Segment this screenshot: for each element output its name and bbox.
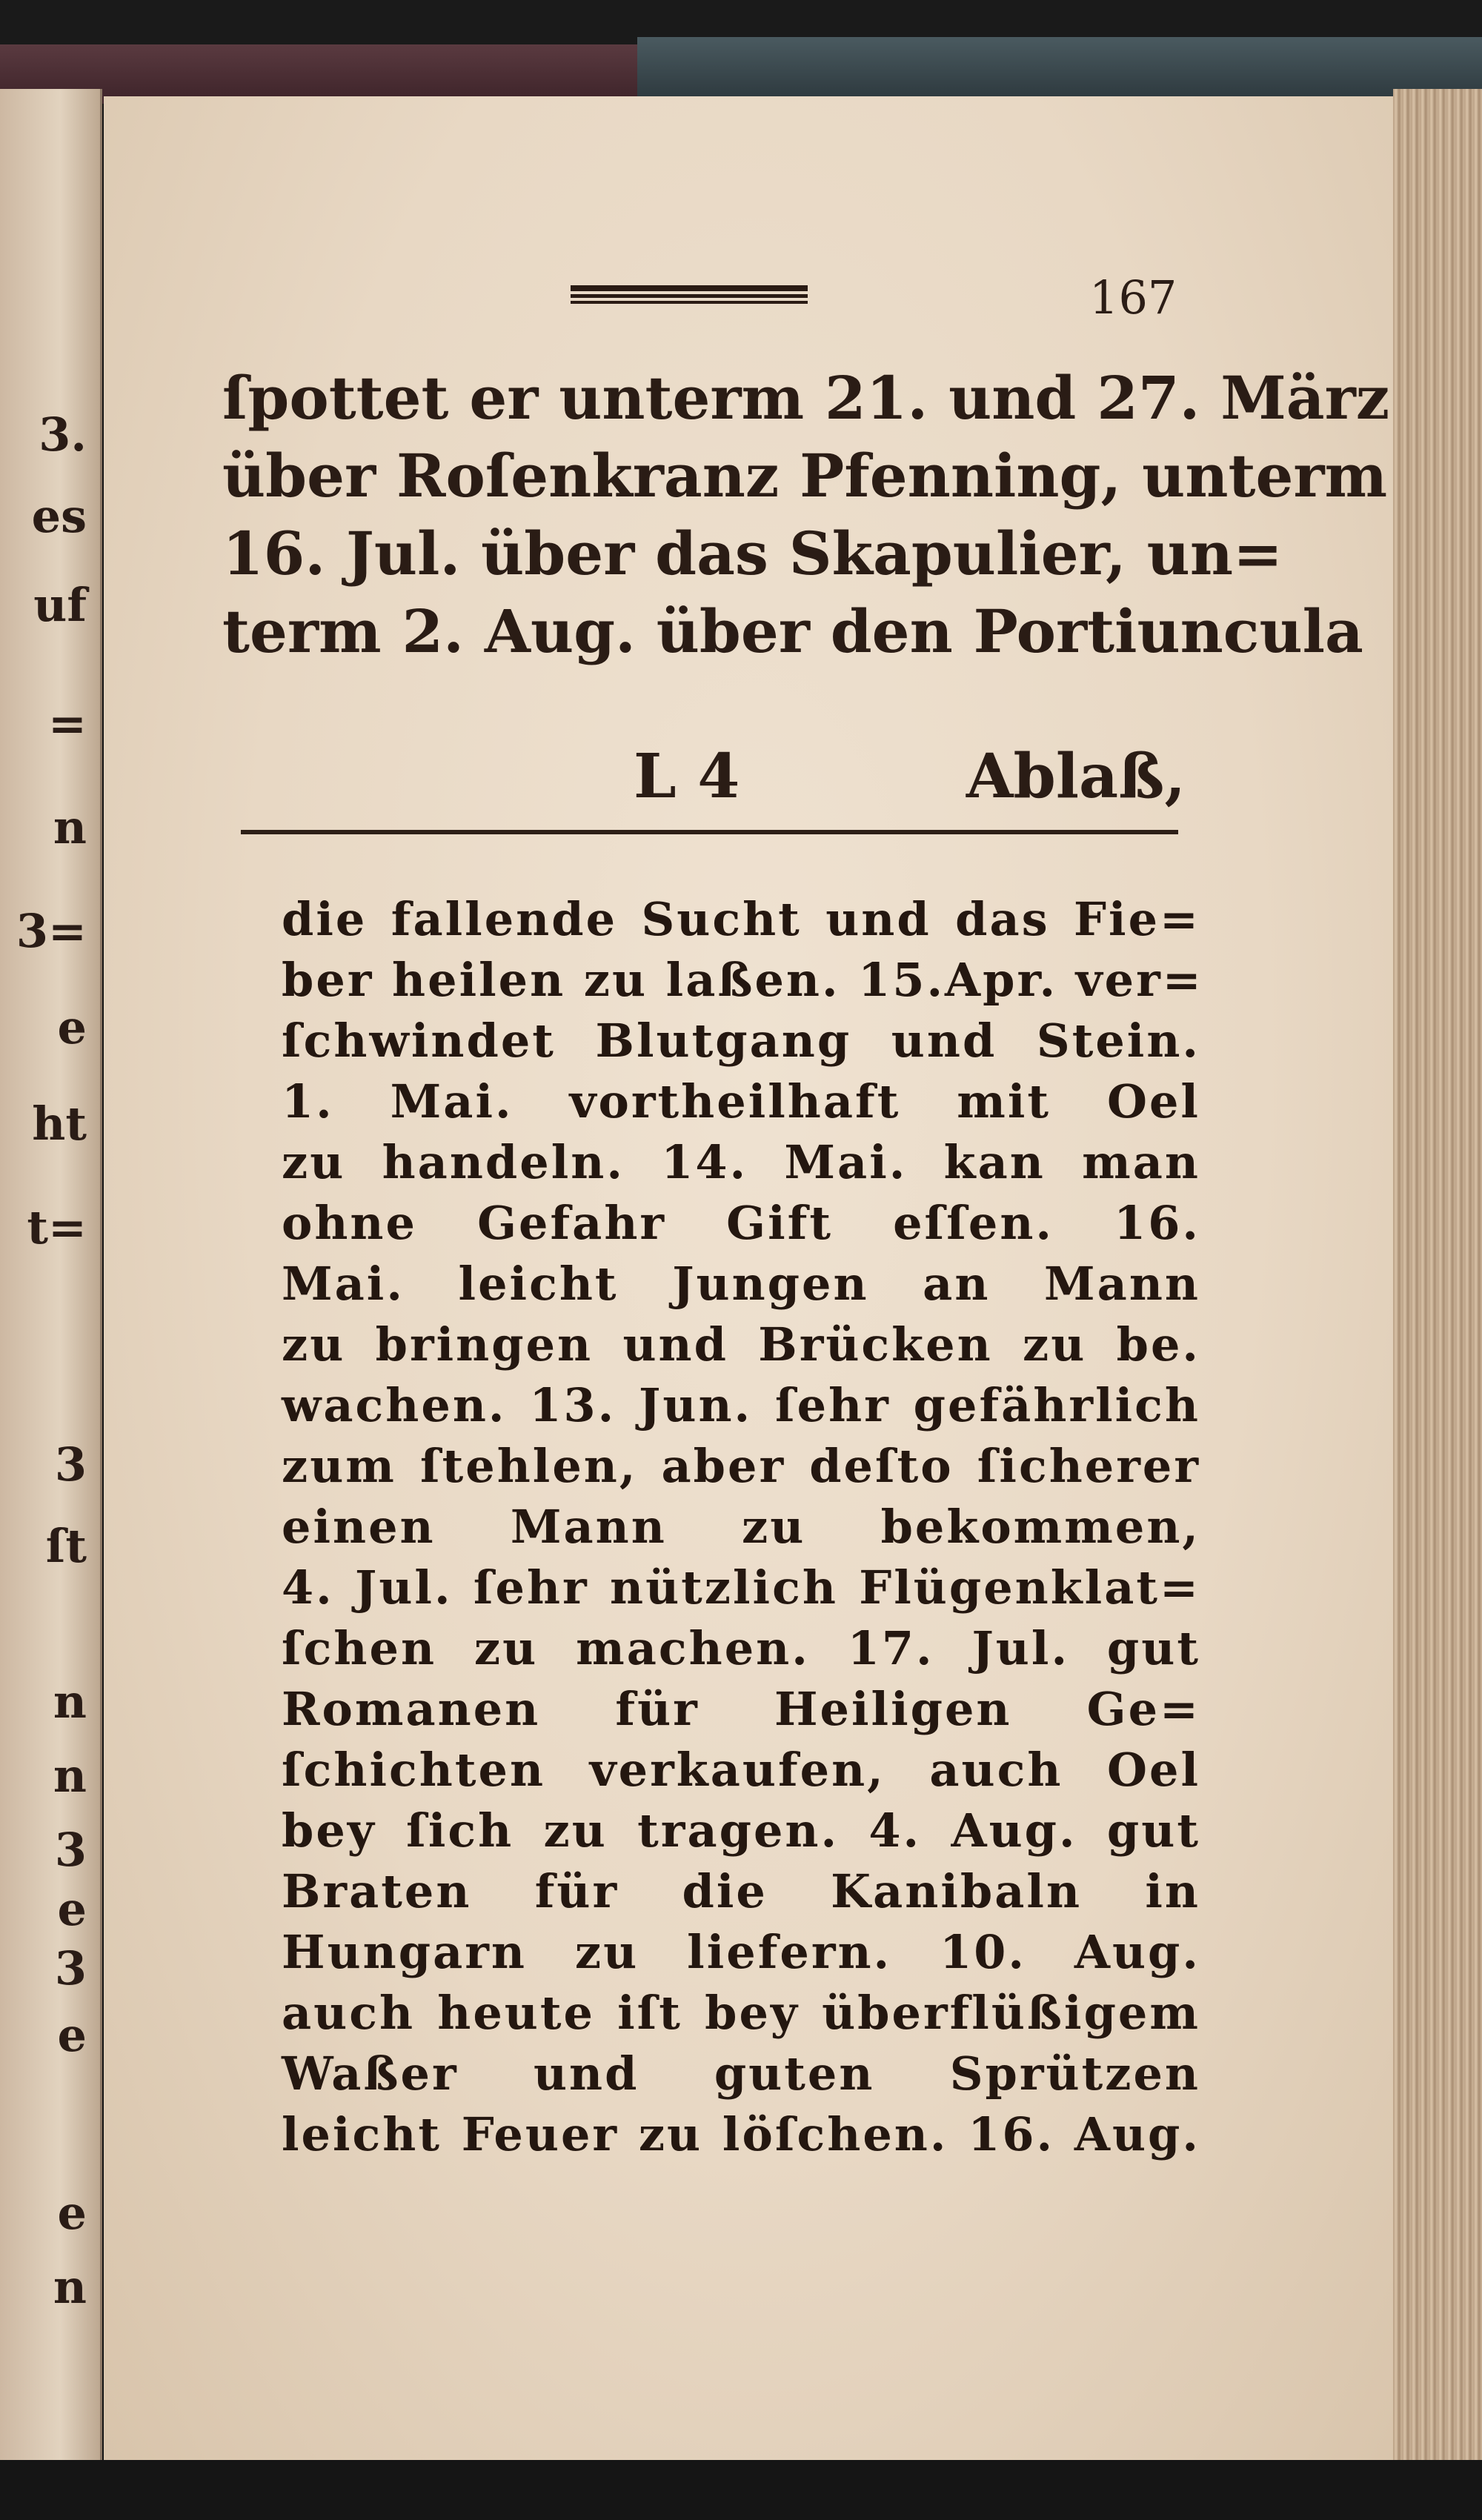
body-text-line: auch heute iſt bey überflüßigem xyxy=(282,1986,1200,2040)
body-text-line: ber heilen zu laßen. 15.Apr. ver= xyxy=(282,953,1203,1007)
section-divider xyxy=(241,830,1178,834)
body-text-line: ſchichten verkaufen, auch Oel xyxy=(282,1743,1200,1797)
body-text-line: Braten für die Kanibaln in xyxy=(282,1864,1200,1918)
body-text-line: bey ſich zu tragen. 4. Aug. gut xyxy=(282,1803,1200,1858)
main-text-line: über Roſenkranz Pfenning, unterm xyxy=(222,441,1388,511)
body-text-block xyxy=(282,889,1203,2165)
signature-mark: L 4 xyxy=(634,741,740,812)
left-fragment: t= xyxy=(27,1200,87,1254)
page-number: 167 xyxy=(1089,270,1177,325)
left-fragment: ſt xyxy=(45,1519,87,1573)
background-bottom xyxy=(0,2460,1482,2520)
page-edges xyxy=(1393,89,1482,2467)
left-fragment: = xyxy=(48,697,87,751)
left-fragment: uf xyxy=(33,578,87,632)
body-text-line: 1. Mai. vortheilhaft mit Oel xyxy=(282,1074,1200,1128)
left-page-fragments xyxy=(0,89,100,2467)
body-text-line: ohne Gefahr Gift eſſen. 16. xyxy=(282,1196,1200,1250)
left-page xyxy=(0,89,102,2467)
left-fragment: es xyxy=(31,489,87,543)
main-text-line: ſpottet er unterm 21. und 27. März xyxy=(222,363,1390,433)
book-cover-right xyxy=(637,37,1482,96)
main-text-block xyxy=(222,359,1390,671)
body-text-line: leicht Feuer zu löſchen. 16. Aug. xyxy=(282,2107,1200,2161)
ornamental-rule xyxy=(571,285,808,306)
left-fragment: 3 xyxy=(54,1941,87,1995)
body-text-line: Waßer und guten Sprützen xyxy=(282,2047,1200,2101)
catchword: Ablaß, xyxy=(966,741,1186,812)
body-text-line: die fallende Sucht und das Fie= xyxy=(282,892,1200,946)
body-text-line: zu bringen und Brücken zu be. xyxy=(282,1317,1200,1372)
left-fragment: 3= xyxy=(16,904,87,958)
body-text-line: ſchen zu machen. 17. Jul. gut xyxy=(282,1621,1200,1675)
left-fragment: ht xyxy=(32,1097,87,1151)
left-fragment: n xyxy=(53,2260,87,2314)
left-fragment: n xyxy=(53,800,87,854)
left-fragment: e xyxy=(57,2008,87,2062)
body-text-line: wachen. 13. Jun. ſehr gefährlich xyxy=(282,1378,1200,1432)
main-text-line: 16. Jul. über das Skapulier, un= xyxy=(222,519,1283,588)
body-text-line: Hungarn zu liefern. 10. Aug. xyxy=(282,1925,1200,1979)
body-text-line: zum ſtehlen, aber deſto ſicherer xyxy=(282,1439,1200,1493)
signature-line xyxy=(222,741,1186,822)
left-fragment: n xyxy=(53,1749,87,1803)
body-text-line: Mai. leicht Jungen an Mann xyxy=(282,1257,1200,1311)
body-text-line: ſchwindet Blutgang und Stein. xyxy=(282,1014,1200,1068)
left-fragment: e xyxy=(57,2186,87,2240)
body-text-line: einen Mann zu bekommen, xyxy=(282,1500,1200,1554)
left-fragment: e xyxy=(57,1882,87,1936)
left-fragment: 3 xyxy=(54,1437,87,1492)
body-text-line: Romanen für Heiligen Ge= xyxy=(282,1682,1200,1736)
body-text-line: zu handeln. 14. Mai. kan man xyxy=(282,1135,1200,1189)
left-fragment: 3. xyxy=(39,408,87,462)
body-text-line: 4. Jul. ſehr nützlich Flügenklat= xyxy=(282,1560,1200,1615)
left-fragment: n xyxy=(53,1675,87,1729)
left-fragment: e xyxy=(57,1000,87,1054)
left-fragment: 3 xyxy=(54,1823,87,1877)
main-text-line: term 2. Aug. über den Portiuncula xyxy=(222,596,1363,666)
